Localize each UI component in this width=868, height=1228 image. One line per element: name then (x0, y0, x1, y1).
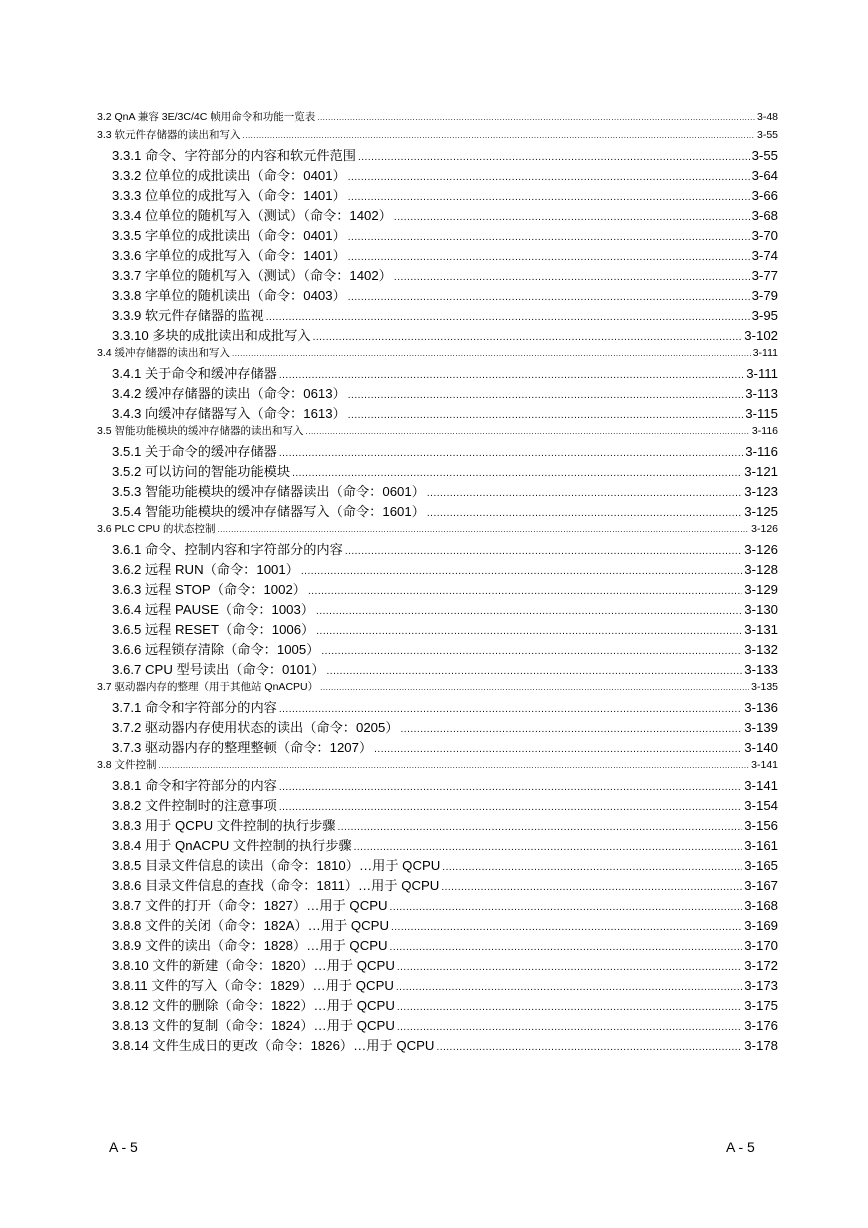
toc-entry-title: 3.3.4 位单位的随机写入（测试）（命令：1402） (112, 208, 392, 223)
toc-entry-page-number: 3-130 (744, 602, 778, 617)
toc-dot-leader (266, 312, 750, 323)
toc-dot-leader (348, 232, 750, 243)
toc-entry-page-number: 3-141 (744, 778, 778, 793)
toc-entry-page-number: 3-128 (744, 562, 778, 577)
toc-dot-leader (397, 962, 742, 973)
toc-entry-page-number: 3-95 (751, 308, 778, 323)
toc-subsection-entry[interactable] (97, 895, 778, 915)
toc-entry-title: 3.3.3 位单位的成批写入（命令：1401） (112, 188, 346, 203)
toc-entry-title: 3.8.4 用于 QnACPU 文件控制的执行步骤 (112, 838, 352, 853)
toc-entry-page-number: 3-126 (751, 523, 778, 535)
toc-entry-page-number: 3-111 (752, 347, 778, 359)
toc-subsection-entry[interactable] (97, 619, 778, 639)
toc-entry-page-number: 3-175 (744, 998, 778, 1013)
toc-entry-page-number: 3-116 (751, 425, 778, 437)
toc-entry-title: 3.8.11 文件的写入（命令：1829）…用于 QCPU (112, 978, 394, 993)
toc-subsection-entry[interactable] (97, 481, 778, 501)
toc-dot-leader (427, 488, 742, 499)
toc-subsection-entry[interactable] (97, 245, 778, 265)
toc-dot-leader (279, 802, 742, 813)
toc-section-entry[interactable] (97, 521, 778, 539)
toc-entry-title: 3.8.3 用于 QCPU 文件控制的执行步骤 (112, 818, 336, 833)
toc-dot-leader (394, 272, 750, 283)
toc-subsection-entry[interactable] (97, 325, 778, 345)
toc-entry-page-number: 3-129 (744, 582, 778, 597)
toc-entry-title: 3.6.7 CPU 型号读出（命令：0101） (112, 662, 325, 677)
toc-dot-leader (327, 666, 743, 677)
toc-dot-leader (308, 586, 742, 597)
toc-subsection-entry[interactable] (97, 185, 778, 205)
toc-entry-page-number: 3-154 (744, 798, 778, 813)
toc-entry-page-number: 3-74 (751, 248, 778, 263)
toc-entry-page-number: 3-125 (744, 504, 778, 519)
toc-subsection-entry[interactable] (97, 501, 778, 521)
page-number-right: A - 5 (726, 1139, 755, 1155)
toc-entry-page-number: 3-116 (745, 444, 778, 459)
toc-entry-page-number: 3-131 (744, 622, 778, 637)
toc-dot-leader (348, 192, 750, 203)
toc-entry-title: 3.8.5 目录文件信息的读出（命令：1810）…用于 QCPU (112, 858, 441, 873)
toc-dot-leader (279, 704, 742, 715)
toc-entry-title: 3.2 QnA 兼容 3E/3C/4C 帧用命令和功能一览表 (97, 111, 316, 123)
toc-entry-title: 3.5.2 可以访问的智能功能模块 (112, 464, 291, 479)
toc-entry-title: 3.3.1 命令、字符部分的内容和软元件范围 (112, 148, 356, 163)
toc-subsection-entry[interactable] (97, 265, 778, 285)
toc-entry-title: 3.8.12 文件的删除（命令：1822）…用于 QCPU (112, 998, 395, 1013)
toc-entry-page-number: 3-121 (744, 464, 778, 479)
toc-dot-leader (317, 113, 755, 122)
toc-entry-page-number: 3-126 (744, 542, 778, 557)
toc-dot-leader (306, 427, 750, 436)
toc-entry-title: 3.4.3 向缓冲存储器写入（命令：1613） (112, 406, 346, 421)
toc-dot-leader (354, 842, 743, 853)
toc-entry-title: 3.3.10 多块的成批读出和成批写入 (112, 328, 311, 343)
toc-dot-leader (338, 822, 743, 833)
toc-dot-leader (279, 370, 744, 381)
toc-entry-page-number: 3-139 (744, 720, 778, 735)
toc-entry-page-number: 3-173 (744, 978, 778, 993)
toc-subsection-entry[interactable] (97, 795, 778, 815)
toc-subsection-entry[interactable] (97, 915, 778, 935)
toc-subsection-entry[interactable] (97, 995, 778, 1015)
toc-subsection-entry[interactable] (97, 815, 778, 835)
toc-entry-page-number: 3-169 (744, 918, 778, 933)
toc-dot-leader (292, 468, 742, 479)
toc-dot-leader (345, 546, 742, 557)
toc-dot-leader (396, 982, 742, 993)
toc-dot-leader (279, 448, 743, 459)
toc-entry-title: 3.6 PLC CPU 的状态控制 (97, 523, 216, 535)
table-of-contents (97, 109, 778, 1055)
toc-section-entry[interactable] (97, 757, 778, 775)
toc-dot-leader (320, 683, 749, 692)
toc-section-entry[interactable] (97, 127, 778, 145)
toc-entry-page-number: 3-132 (744, 642, 778, 657)
toc-entry-title: 3.8.7 文件的打开（命令：1827）…用于 QCPU (112, 898, 388, 913)
toc-dot-leader (348, 252, 750, 263)
toc-dot-leader (427, 508, 742, 519)
toc-subsection-entry[interactable] (97, 955, 778, 975)
toc-entry-title: 3.3.5 字单位的成批读出（命令：0401） (112, 228, 346, 243)
toc-entry-page-number: 3-136 (744, 700, 778, 715)
toc-entry-title: 3.5 智能功能模块的缓冲存储器的读出和写入 (97, 425, 304, 437)
toc-entry-page-number: 3-66 (751, 188, 778, 203)
toc-entry-title: 3.5.1 关于命令的缓冲存储器 (112, 444, 277, 459)
toc-entry-title: 3.8.1 命令和字符部分的内容 (112, 778, 277, 793)
toc-dot-leader (316, 606, 742, 617)
toc-dot-leader (217, 525, 749, 534)
toc-entry-title: 3.8.9 文件的读出（命令：1828）…用于 QCPU (112, 938, 388, 953)
toc-entry-title: 3.3 软元件存储器的读出和写入 (97, 129, 241, 141)
toc-subsection-entry[interactable] (97, 539, 778, 559)
toc-entry-page-number: 3-48 (756, 111, 778, 123)
toc-subsection-entry[interactable] (97, 579, 778, 599)
toc-entry-title: 3.8.6 目录文件信息的查找（命令：1811）…用于 QCPU (112, 878, 440, 893)
toc-entry-page-number: 3-102 (744, 328, 778, 343)
toc-dot-leader (390, 902, 743, 913)
toc-subsection-entry[interactable] (97, 559, 778, 579)
toc-subsection-entry[interactable] (97, 639, 778, 659)
toc-entry-page-number: 3-170 (744, 938, 778, 953)
toc-entry-page-number: 3-123 (744, 484, 778, 499)
toc-subsection-entry[interactable] (97, 975, 778, 995)
toc-entry-title: 3.7.3 驱动器内存的整理整顿（命令：1207） (112, 740, 373, 755)
toc-dot-leader (394, 212, 750, 223)
toc-subsection-entry[interactable] (97, 205, 778, 225)
toc-subsection-entry[interactable] (97, 285, 778, 305)
toc-entry-page-number: 3-64 (751, 168, 778, 183)
toc-section-entry[interactable] (97, 109, 778, 127)
toc-subsection-entry[interactable] (97, 1015, 778, 1035)
toc-entry-title: 3.8.10 文件的新建（命令：1820）…用于 QCPU (112, 958, 395, 973)
toc-dot-leader (348, 390, 743, 401)
toc-entry-page-number: 3-115 (745, 406, 778, 421)
toc-entry-title: 3.3.8 字单位的随机读出（命令：0403） (112, 288, 346, 303)
toc-subsection-entry[interactable] (97, 717, 778, 737)
toc-dot-leader (348, 172, 750, 183)
toc-subsection-entry[interactable] (97, 165, 778, 185)
page-number-left: A - 5 (109, 1139, 138, 1155)
toc-entry-title: 3.6.3 远程 STOP（命令：1002） (112, 582, 306, 597)
toc-subsection-entry[interactable] (97, 403, 778, 423)
toc-entry-page-number: 3-77 (751, 268, 778, 283)
toc-subsection-entry[interactable] (97, 441, 778, 461)
toc-subsection-entry[interactable] (97, 775, 778, 795)
toc-entry-page-number: 3-68 (751, 208, 778, 223)
toc-entry-page-number: 3-172 (744, 958, 778, 973)
toc-entry-title: 3.8 文件控制 (97, 759, 157, 771)
toc-entry-title: 3.8.14 文件生成日的更改（命令：1826）…用于 QCPU (112, 1038, 435, 1053)
toc-entry-title: 3.8.13 文件的复制（命令：1824）…用于 QCPU (112, 1018, 395, 1033)
toc-entry-page-number: 3-55 (751, 148, 778, 163)
toc-entry-title: 3.7 驱动器内存的整理（用于其他站 QnACPU） (97, 681, 319, 693)
toc-subsection-entry[interactable] (97, 737, 778, 757)
toc-section-entry[interactable] (97, 345, 778, 363)
toc-subsection-entry[interactable] (97, 383, 778, 403)
toc-section-entry[interactable] (97, 423, 778, 441)
toc-entry-title: 3.3.7 字单位的随机写入（测试）（命令：1402） (112, 268, 392, 283)
toc-entry-title: 3.6.2 远程 RUN（命令：1001） (112, 562, 299, 577)
toc-entry-title: 3.6.4 远程 PAUSE（命令：1003） (112, 602, 315, 617)
toc-entry-page-number: 3-141 (751, 759, 778, 771)
toc-entry-page-number: 3-161 (744, 838, 778, 853)
toc-dot-leader (391, 922, 742, 933)
toc-entry-title: 3.7.2 驱动器内存使用状态的读出（命令：0205） (112, 720, 399, 735)
toc-dot-leader (397, 1002, 742, 1013)
toc-entry-title: 3.3.9 软元件存储器的监视 (112, 308, 264, 323)
toc-subsection-entry[interactable] (97, 835, 778, 855)
toc-dot-leader (401, 724, 743, 735)
toc-subsection-entry[interactable] (97, 145, 778, 165)
toc-entry-title: 3.3.2 位单位的成批读出（命令：0401） (112, 168, 346, 183)
toc-entry-page-number: 3-79 (751, 288, 778, 303)
toc-entry-title: 3.8.8 文件的关闭（命令：182A）…用于 QCPU (112, 918, 389, 933)
toc-subsection-entry[interactable] (97, 599, 778, 619)
toc-dot-leader (436, 1042, 742, 1053)
toc-entry-title: 3.3.6 字单位的成批写入（命令：1401） (112, 248, 346, 263)
toc-entry-page-number: 3-176 (744, 1018, 778, 1033)
toc-entry-page-number: 3-111 (746, 366, 778, 381)
toc-entry-title: 3.4.2 缓冲存储器的读出（命令：0613） (112, 386, 346, 401)
toc-entry-title: 3.4.1 关于命令和缓冲存储器 (112, 366, 277, 381)
toc-dot-leader (301, 566, 742, 577)
toc-dot-leader (358, 152, 750, 163)
toc-dot-leader (397, 1022, 742, 1033)
toc-section-entry[interactable] (97, 679, 778, 697)
toc-entry-title: 3.6.6 远程锁存清除（命令：1005） (112, 642, 320, 657)
toc-entry-title: 3.7.1 命令和字符部分的内容 (112, 700, 277, 715)
toc-dot-leader (374, 744, 742, 755)
toc-subsection-entry[interactable] (97, 935, 778, 955)
toc-dot-leader (232, 349, 751, 358)
toc-dot-leader (279, 782, 742, 793)
toc-entry-page-number: 3-113 (745, 386, 778, 401)
toc-entry-title: 3.4 缓冲存储器的读出和写入 (97, 347, 231, 359)
toc-entry-page-number: 3-135 (751, 681, 778, 693)
toc-entry-page-number: 3-178 (744, 1038, 778, 1053)
toc-entry-title: 3.6.1 命令、控制内容和字符部分的内容 (112, 542, 343, 557)
toc-subsection-entry[interactable] (97, 461, 778, 481)
toc-entry-page-number: 3-165 (744, 858, 778, 873)
toc-dot-leader (243, 131, 755, 140)
toc-subsection-entry[interactable] (97, 1035, 778, 1055)
toc-entry-title: 3.5.4 智能功能模块的缓冲存储器写入（命令：1601） (112, 504, 425, 519)
toc-subsection-entry[interactable] (97, 855, 778, 875)
toc-dot-leader (348, 292, 750, 303)
toc-dot-leader (316, 626, 742, 637)
toc-dot-leader (159, 761, 750, 770)
toc-entry-page-number: 3-167 (744, 878, 778, 893)
toc-subsection-entry[interactable] (97, 225, 778, 245)
toc-dot-leader (390, 942, 743, 953)
toc-entry-page-number: 3-55 (756, 129, 778, 141)
toc-dot-leader (348, 410, 743, 421)
toc-subsection-entry[interactable] (97, 875, 778, 895)
toc-subsection-entry[interactable] (97, 697, 778, 717)
toc-entry-page-number: 3-168 (744, 898, 778, 913)
toc-entry-title: 3.8.2 文件控制时的注意事项 (112, 798, 277, 813)
toc-entry-title: 3.6.5 远程 RESET（命令：1006） (112, 622, 315, 637)
toc-entry-page-number: 3-133 (744, 662, 778, 677)
toc-entry-page-number: 3-70 (751, 228, 778, 243)
toc-subsection-entry[interactable] (97, 659, 778, 679)
toc-dot-leader (313, 332, 743, 343)
toc-dot-leader (442, 862, 742, 873)
toc-entry-page-number: 3-140 (744, 740, 778, 755)
toc-subsection-entry[interactable] (97, 363, 778, 383)
toc-subsection-entry[interactable] (97, 305, 778, 325)
toc-dot-leader (441, 882, 742, 893)
toc-entry-title: 3.5.3 智能功能模块的缓冲存储器读出（命令：0601） (112, 484, 425, 499)
toc-dot-leader (321, 646, 742, 657)
toc-entry-page-number: 3-156 (744, 818, 778, 833)
